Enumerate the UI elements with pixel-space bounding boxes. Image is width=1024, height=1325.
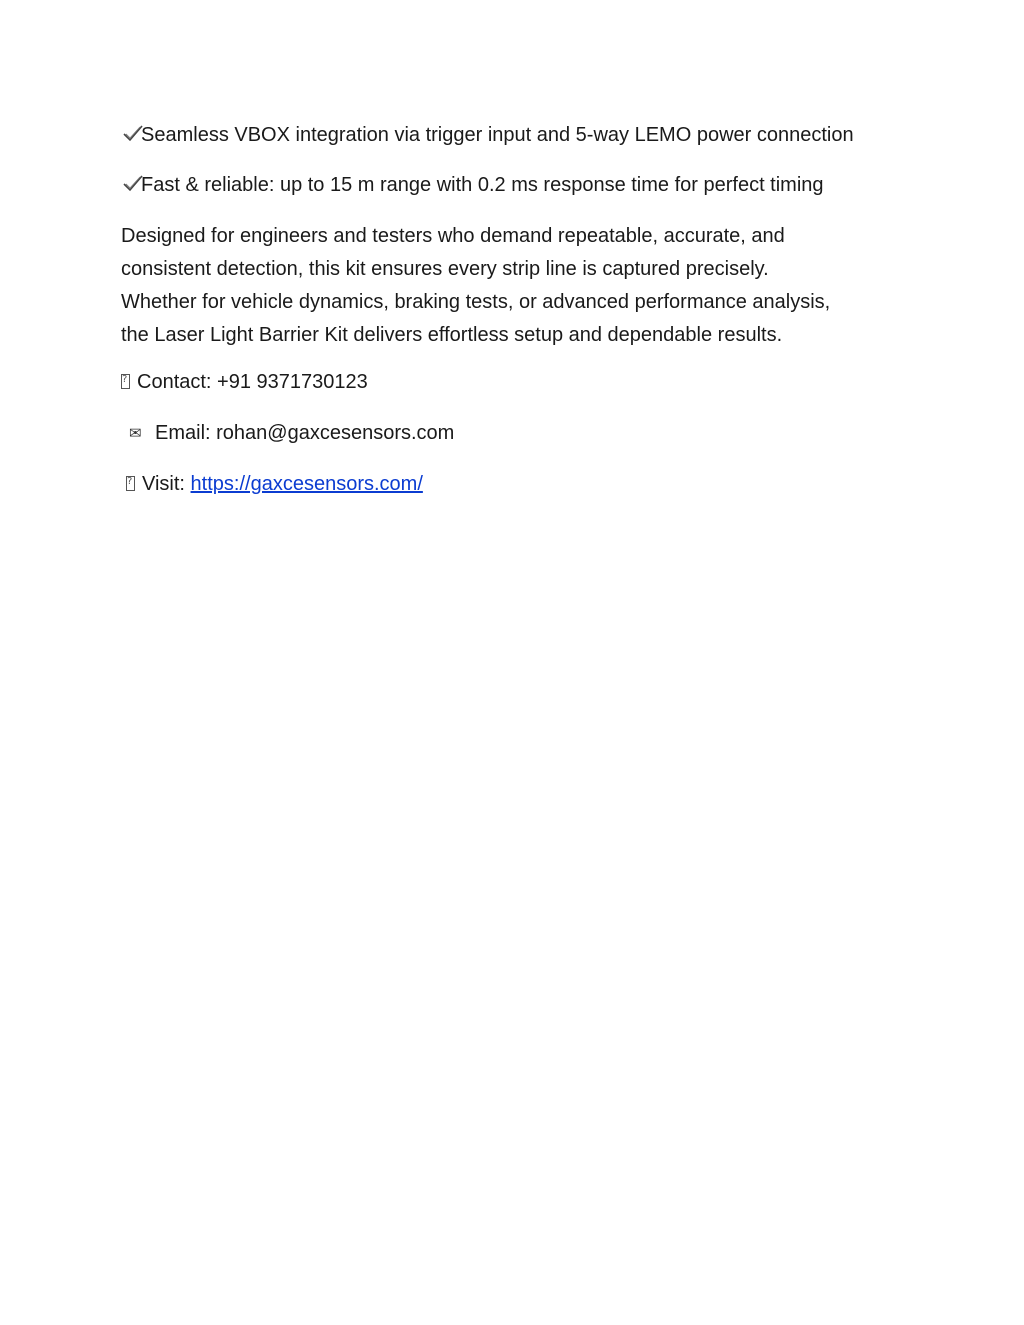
contact-phone (121, 370, 368, 394)
visit-label: Visit: (142, 473, 185, 495)
email-text: Email: rohan@gaxcesensors.com (155, 422, 455, 444)
phone-text: Contact: +91 9371730123 (137, 371, 368, 393)
website-link[interactable]: https://gaxcesensors.com/ (190, 473, 423, 495)
feature-item (122, 123, 854, 147)
phone-icon (121, 374, 130, 389)
globe-icon (126, 476, 135, 491)
description-line: Whether for vehicle dynamics, braking tests, or advanced performance analysis, (121, 291, 831, 313)
description-line: the Laser Light Barrier Kit delivers effortless setup and dependable results. (121, 324, 783, 346)
feature-text: Seamless VBOX integration via trigger input and 5-way LEMO power connection (141, 124, 854, 146)
feature-item (122, 173, 824, 197)
contact-website (126, 472, 423, 496)
description-line: consistent detection, this kit ensures every strip line is captured precisely. (121, 258, 769, 280)
envelope-icon: ✉ (129, 424, 142, 442)
contact-email (129, 421, 454, 445)
description-line: Designed for engineers and testers who demand repeatable, accurate, and (121, 225, 785, 247)
feature-text: Fast & reliable: up to 15 m range with 0.2 ms response time for perfect timing (141, 174, 824, 196)
description-paragraph (121, 220, 921, 352)
